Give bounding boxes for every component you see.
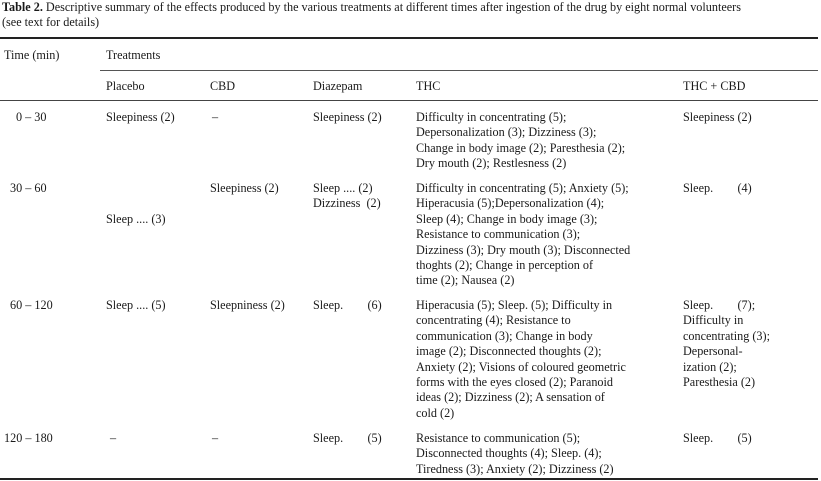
cell-line: Change in body image (2); Paresthesia (2); bbox=[416, 140, 626, 155]
cell-line: Sleep. (6) bbox=[313, 298, 382, 312]
cell-line: ideas (2); Dizziness (2); A sensation of bbox=[416, 390, 605, 405]
header-thc: THC bbox=[416, 79, 441, 93]
cell-diazepam bbox=[313, 298, 382, 313]
row-time: 120 – 180 bbox=[4, 431, 53, 445]
table-caption-label: Table 2. bbox=[2, 0, 43, 14]
cell-cbd bbox=[212, 110, 218, 125]
cell-line: Dizziness (3); Dry mouth (3); Disconnected bbox=[416, 242, 631, 257]
cell-line: Disconnected thoughts (4); Sleep. (4); bbox=[416, 446, 602, 461]
cell-line: Difficulty in concentrating (5); bbox=[416, 110, 567, 124]
header-thc-cbd: THC + CBD bbox=[683, 79, 746, 93]
cell-line: Depersonalization (3); Dizziness (3); bbox=[416, 125, 597, 140]
cell-line: – bbox=[212, 110, 219, 124]
cell-line: – bbox=[212, 431, 219, 445]
cell-line: Sleep .... (3) bbox=[106, 211, 166, 226]
cell-line: image (2); Disconnected thoughts (2); bbox=[416, 344, 602, 359]
bottom-rule bbox=[0, 478, 818, 480]
header-treatments: Treatments bbox=[106, 48, 161, 62]
cell-line: Resistance to communication (3); bbox=[416, 227, 581, 242]
cell-line: Difficulty in concentrating (5); Anxiety (5); bbox=[416, 181, 629, 195]
cell-line: Sleepiness (2) bbox=[106, 110, 175, 124]
cell-thc bbox=[416, 298, 626, 421]
header-diazepam: Diazepam bbox=[313, 79, 363, 93]
cell-diazepam bbox=[313, 110, 382, 125]
cell-line: Sleepiness (2) bbox=[683, 110, 752, 124]
top-rule bbox=[0, 37, 818, 39]
cell-placebo bbox=[106, 181, 166, 258]
cell-line: Dizziness (2) bbox=[313, 196, 381, 211]
row-time: 30 – 60 bbox=[10, 181, 47, 195]
cell-line: Anxiety (2); Visions of coloured geometric bbox=[416, 359, 626, 374]
cell-cbd bbox=[210, 181, 279, 196]
cell-line: forms with the eyes closed (2); Paranoid bbox=[416, 375, 613, 390]
cell-line: Dry mouth (2); Restlesness (2) bbox=[416, 156, 567, 171]
table-caption bbox=[2, 0, 818, 31]
cell-line: time (2); Nausea (2) bbox=[416, 273, 515, 288]
row-time: 60 – 120 bbox=[10, 298, 53, 312]
cell-placebo bbox=[110, 431, 116, 446]
cell-placebo bbox=[106, 298, 166, 313]
treatments-rule bbox=[100, 70, 818, 71]
cell-line: Sleep .... (2) bbox=[313, 181, 373, 195]
cell-line: Hiperacusia (5);Depersonalization (4); bbox=[416, 196, 605, 211]
cell-line: ization (2); bbox=[683, 359, 737, 374]
header-cbd: CBD bbox=[210, 79, 236, 93]
cell-thc-cbd bbox=[683, 110, 752, 125]
cell-thc-cbd bbox=[683, 431, 752, 446]
cell-line: concentrating (3); bbox=[683, 328, 770, 343]
cell-cbd bbox=[210, 298, 285, 313]
cell-line: cold (2) bbox=[416, 405, 455, 420]
cell-line: Sleep. (5) bbox=[313, 431, 382, 445]
cell-line: Paresthesia (2) bbox=[683, 375, 756, 390]
cell-placebo bbox=[106, 110, 175, 125]
cell-thc-cbd bbox=[683, 298, 770, 390]
cell-line: Hiperacusia (5); Sleep. (5); Difficulty in bbox=[416, 298, 613, 312]
table-caption-text-2: (see text for details) bbox=[2, 15, 100, 30]
cell-thc-cbd bbox=[683, 181, 752, 196]
cell-line: concentrating (4); Resistance to bbox=[416, 313, 571, 328]
header-time: Time (min) bbox=[4, 48, 60, 62]
cell-line: Resistance to communication (5); bbox=[416, 431, 581, 445]
cell-diazepam bbox=[313, 181, 381, 212]
cell-line: Sleepiness (2) bbox=[313, 110, 382, 124]
cell-line: communication (3); Change in body bbox=[416, 328, 593, 343]
cell-thc bbox=[416, 431, 614, 477]
cell-line: Difficulty in bbox=[683, 313, 744, 328]
cell-thc bbox=[416, 181, 630, 289]
cell-line: Depersonal- bbox=[683, 344, 743, 359]
cell-line: Sleep .... (5) bbox=[106, 298, 166, 312]
cell-line: Sleep. (4) bbox=[683, 181, 752, 195]
cell-cbd bbox=[212, 431, 218, 446]
cell-line: – bbox=[110, 431, 117, 445]
cell-line: Sleep (4); Change in body image (3); bbox=[416, 211, 598, 226]
header-rule bbox=[0, 100, 818, 101]
cell-line: Sleepniness (2) bbox=[210, 298, 285, 312]
cell-line: Sleepiness (2) bbox=[210, 181, 279, 195]
header-placebo: Placebo bbox=[106, 79, 145, 93]
cell-diazepam bbox=[313, 431, 382, 446]
cell-line: Tiredness (3); Anxiety (2); Dizziness (2) bbox=[416, 461, 614, 476]
cell-line: Sleep. (5) bbox=[683, 431, 752, 445]
row-time: 0 – 30 bbox=[16, 110, 47, 124]
cell-line: Sleep. (7); bbox=[683, 298, 756, 312]
cell-line: thoghts (2); Change in perception of bbox=[416, 258, 594, 273]
cell-thc bbox=[416, 110, 625, 172]
table-caption-text: Descriptive summary of the effects produced by the various treatments at different times after ingestion of the drug by eight normal volunteers bbox=[45, 0, 741, 14]
